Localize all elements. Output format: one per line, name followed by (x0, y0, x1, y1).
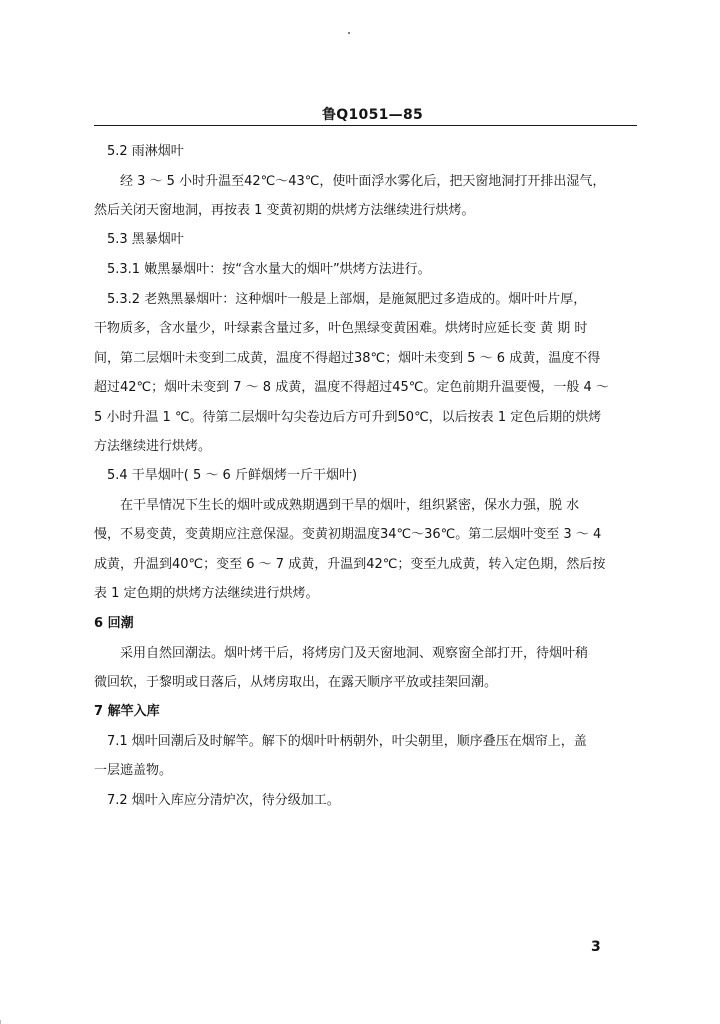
paragraph-line: 5.3.1 嫩黑暴烟叶：按“含水量大的烟叶”烘烤方法进行。 (107, 262, 431, 277)
paragraph-line: 经 3 ～ 5 小时升温至42℃～43℃，使叶面浮水雾化后，把天窗地洞打开排出湿气， (120, 174, 606, 189)
section-heading-5-2: 5.2 雨淋烟叶 (107, 144, 184, 159)
scan-speck (348, 32, 350, 34)
paragraph-line: 5.3.2 老熟黑暴烟叶：这种烟叶一般是上部烟，是施氮肥过多造成的。烟叶叶片厚， (107, 292, 587, 307)
paragraph-line: 成黄，升温到40℃；变至 6 ～ 7 成黄，升温到42℃；变至九成黄，转入定色期，然后按 (94, 557, 606, 572)
paragraph-line: 干物质多，含水量少，叶绿素含量过多，叶色黑绿变黄困难。烘烤时应延长变 黄 期 时 (94, 321, 588, 336)
paragraph-line: 慢，不易变黄，变黄期应注意保湿。变黄初期温度34℃～36℃。第二层烟叶变至 3 ～ 4 (94, 527, 602, 542)
paragraph-line: 间，第二层烟叶未变到二成黄，温度不得超过38℃；烟叶未变到 5 ～ 6 成黄，温度不得 (94, 351, 601, 366)
paragraph-line: 在干旱情况下生长的烟叶或成熟期遇到干旱的烟叶，组织紧密，保水力强，脱 水 (120, 498, 580, 513)
standard-code: 鲁Q1051—85 (322, 107, 424, 123)
section-heading-5-4: 5.4 干旱烟叶( 5 ～ 6 斤鲜烟烤一斤干烟叶) (107, 468, 358, 483)
page-number: 3 (591, 939, 601, 955)
section-heading-6: 6 回潮 (94, 616, 134, 631)
paragraph-line: 然后关闭天窗地洞，再按表 1 变黄初期的烘烤方法继续进行烘烤。 (94, 203, 475, 218)
section-heading-5-3: 5.3 黑暴烟叶 (107, 232, 184, 247)
section-heading-7: 7 解竿入库 (94, 704, 160, 719)
paragraph-line: 采用自然回潮法。烟叶烤干后，将烤房门及天窗地洞、观察窗全部打开，待烟叶稍 (120, 646, 589, 661)
paragraph-line: 5 小时升温 1 ℃。待第二层烟叶勾尖卷边后方可升到50℃，以后按表 1 定色后期的烘烤 (94, 410, 602, 425)
paragraph-line: 7.1 烟叶回潮后及时解竿。解下的烟叶叶柄朝外，叶尖朝里，顺序叠压在烟帘上，盖 (107, 734, 587, 749)
paragraph-line: 7.2 烟叶入库应分清炉次，待分级加工。 (107, 793, 340, 808)
paragraph-line: 方法继续进行烘烤。 (94, 439, 212, 454)
header-rule (94, 125, 637, 126)
paragraph-line: 超过42℃；烟叶未变到 7 ～ 8 成黄，温度不得超过45℃。定色前期升温要慢，一般 4 ～ (94, 380, 609, 395)
paragraph-line: 一层遮盖物。 (94, 763, 173, 778)
paragraph-line: 表 1 定色期的烘烤方法继续进行烘烤。 (94, 586, 319, 601)
paragraph-line: 微回软，于黎明或日落后，从烤房取出，在露天顺序平放或挂架回潮。 (94, 675, 498, 690)
scan-edge-mark (0, 1020, 1, 1024)
